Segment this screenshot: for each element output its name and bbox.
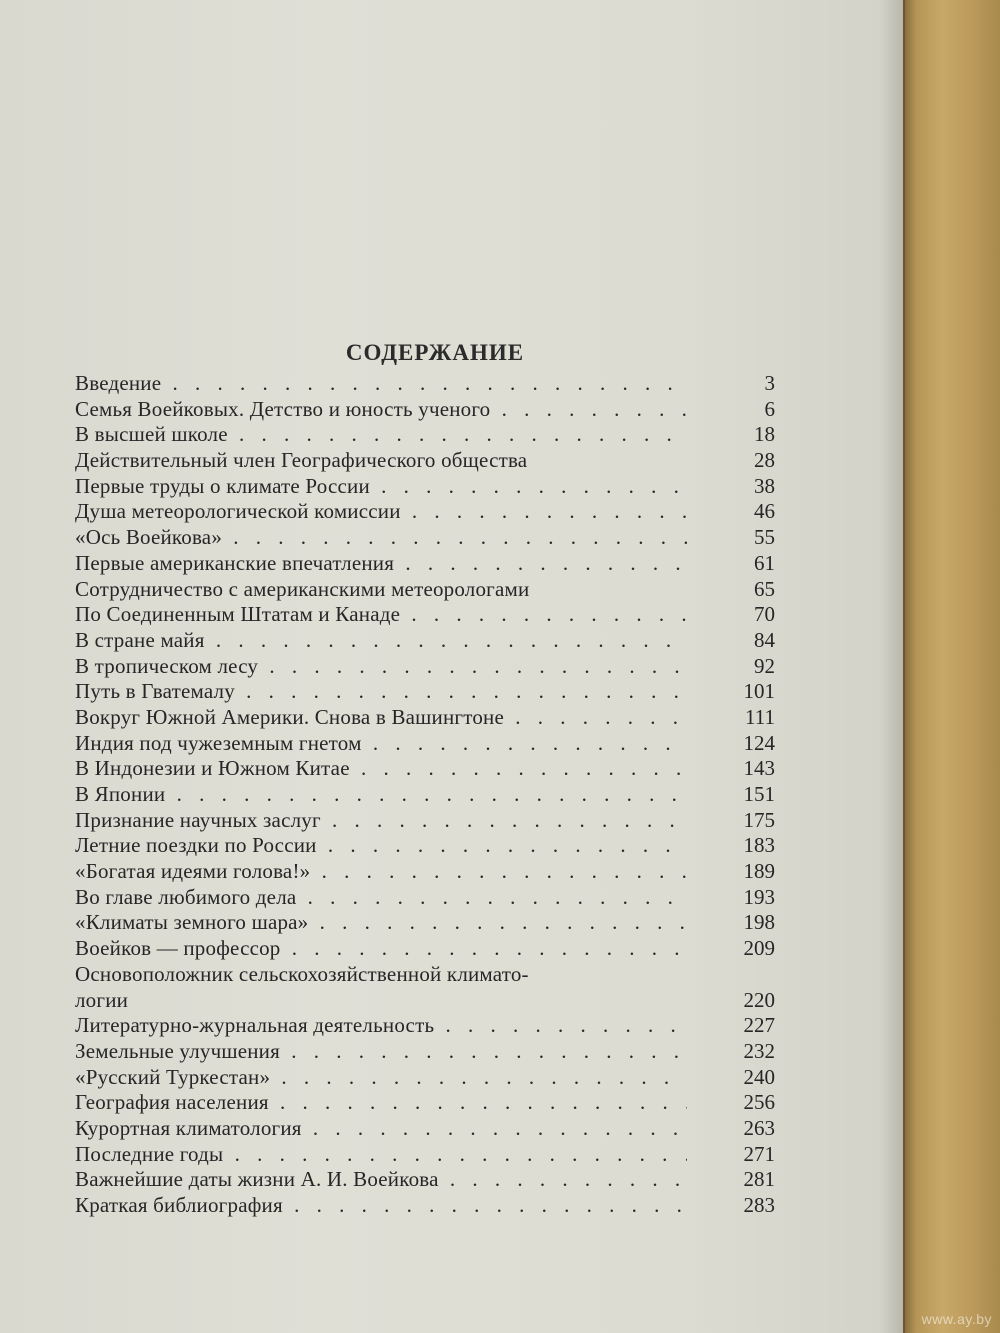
toc-entry: [75, 833, 775, 859]
toc-entry-page: 209: [743, 936, 775, 961]
toc-entry-title: Летние поездки по России . . .: [75, 833, 687, 859]
toc-entry-page: 92: [754, 653, 775, 678]
toc-entry-page: 232: [743, 1038, 775, 1063]
toc-entry: [75, 1039, 775, 1065]
toc-entry-page: 143: [743, 756, 775, 781]
toc-entry: [75, 962, 775, 1013]
toc-entry-page: 263: [743, 1115, 775, 1140]
toc-entry-title: «Богатая идеями голова!» . . .: [75, 859, 687, 885]
toc-entry: [75, 474, 775, 500]
toc-entry-title: Признание научных заслуг . . .: [75, 808, 687, 834]
toc-entry-page: 183: [743, 833, 775, 858]
toc-entry-title: Последние годы . . .: [75, 1142, 687, 1168]
toc-entry-title: Основоположник сельскохозяйственной климато-: [75, 961, 529, 986]
toc-entry-page: 240: [743, 1064, 775, 1089]
toc-entry: [75, 1167, 775, 1193]
toc-entry-title: В Японии . . .: [75, 782, 687, 808]
toc-entry-page: 55: [754, 525, 775, 550]
toc-entry-title: Душа метеорологической комиссии . . .: [75, 499, 687, 525]
toc-entry-title: «Ось Воейкова» . . .: [75, 525, 687, 551]
toc-entry-page: 227: [743, 1013, 775, 1038]
toc-entry-title: По Соединенным Штатам и Канаде . . .: [75, 602, 687, 628]
toc-entry-title-continuation: логии: [75, 987, 129, 1012]
toc-entry-title: Краткая библиография . . .: [75, 1193, 687, 1219]
table-of-contents: [75, 371, 775, 1219]
toc-entry: [75, 499, 775, 525]
toc-entry: [75, 448, 775, 474]
toc-entry: [75, 551, 775, 577]
toc-entry: [75, 1090, 775, 1116]
toc-entry-page: 189: [743, 859, 775, 884]
toc-entry: [75, 885, 775, 911]
toc-entry: [75, 1013, 775, 1039]
toc-entry-page: 28: [754, 448, 775, 473]
toc-entry-page: 70: [754, 602, 775, 627]
toc-entry-page: 101: [743, 679, 775, 704]
toc-entry-page: 175: [743, 807, 775, 832]
toc-entry: [75, 654, 775, 680]
toc-entry-title: Воейков — профессор . . .: [75, 936, 687, 962]
toc-entry-title: Литературно-журнальная деятельность . . .: [75, 1013, 687, 1039]
toc-entry-page: 38: [754, 473, 775, 498]
toc-entry: [75, 679, 775, 705]
toc-entry-page: 18: [754, 422, 775, 447]
toc-entry-page: 151: [743, 782, 775, 806]
toc-entry-title: Вокруг Южной Америки. Снова в Вашингтоне . . .: [75, 705, 687, 731]
toc-entry-title: Земельные улучшения . . .: [75, 1039, 687, 1065]
toc-entry-title: Введение . . .: [75, 371, 687, 397]
toc-entry-page: 46: [754, 499, 775, 524]
toc-entry: [75, 1116, 775, 1142]
watermark: www.ay.by: [921, 1311, 992, 1327]
toc-entry: [75, 1065, 775, 1091]
toc-entry: [75, 756, 775, 782]
toc-entry-title: Во главе любимого дела . . .: [75, 885, 687, 911]
toc-entry-title: Первые труды о климате России . . .: [75, 474, 687, 500]
toc-entry-title: Сотрудничество с американскими метеорологами: [75, 576, 530, 601]
toc-entry-title: Курортная климатология . . .: [75, 1116, 687, 1142]
toc-entry-title: В стране майя . . .: [75, 628, 687, 654]
toc-entry-page: 65: [754, 576, 775, 601]
toc-entry-page: 283: [743, 1193, 775, 1218]
toc-entry-title: Семья Воейковых. Детство и юность ученого . . .: [75, 397, 687, 423]
toc-entry: [75, 577, 775, 603]
toc-entry: [75, 705, 775, 731]
toc-entry: [75, 1193, 775, 1219]
toc-entry: [75, 859, 775, 885]
toc-entry-title: В Индонезии и Южном Китае . . .: [75, 756, 687, 782]
toc-entry-page: 6: [764, 396, 775, 421]
toc-entry: [75, 910, 775, 936]
toc-entry-title: Первые американские впечатления . . .: [75, 551, 687, 577]
toc-entry-title: «Русский Туркестан» . . .: [75, 1065, 687, 1091]
toc-entry: [75, 602, 775, 628]
toc-entry-page: 281: [743, 1167, 775, 1192]
toc-entry-title: «Климаты земного шара» . . .: [75, 910, 687, 936]
toc-entry: [75, 782, 775, 808]
toc-entry: [75, 936, 775, 962]
toc-entry-title: В высшей школе . . .: [75, 422, 687, 448]
page-title: СОДЕРЖАНИЕ: [345, 340, 525, 365]
toc-entry-page: 124: [743, 730, 775, 755]
toc-entry-page: 111: [745, 704, 775, 729]
toc-entry: [75, 808, 775, 834]
toc-entry-page: 61: [754, 550, 775, 575]
toc-entry-title: В тропическом лесу . . .: [75, 654, 687, 680]
toc-entry-title: Важнейшие даты жизни А. И. Воейкова . . .: [75, 1167, 687, 1193]
book-cover-edge: [905, 0, 1000, 1333]
toc-entry-page: 271: [743, 1141, 775, 1166]
toc-entry: [75, 1142, 775, 1168]
toc-entry: [75, 525, 775, 551]
toc-entry: [75, 731, 775, 757]
toc-entry-title: Индия под чужеземным гнетом . . .: [75, 731, 687, 757]
toc-entry-page: 256: [743, 1090, 775, 1115]
toc-entry: [75, 422, 775, 448]
toc-entry-title: География населения . . .: [75, 1090, 687, 1116]
toc-entry: [75, 628, 775, 654]
toc-entry-page: 84: [754, 627, 775, 652]
toc-entry: [75, 371, 775, 397]
toc-entry: [75, 397, 775, 423]
toc-entry-page: 3: [764, 371, 775, 395]
toc-entry-page: 193: [743, 884, 775, 909]
toc-entry-title: Путь в Гватемалу . . .: [75, 679, 687, 705]
toc-entry-page: 198: [743, 910, 775, 935]
toc-entry-page: 220: [743, 987, 775, 1012]
toc-entry-title: Действительный член Географического общества: [75, 448, 528, 473]
